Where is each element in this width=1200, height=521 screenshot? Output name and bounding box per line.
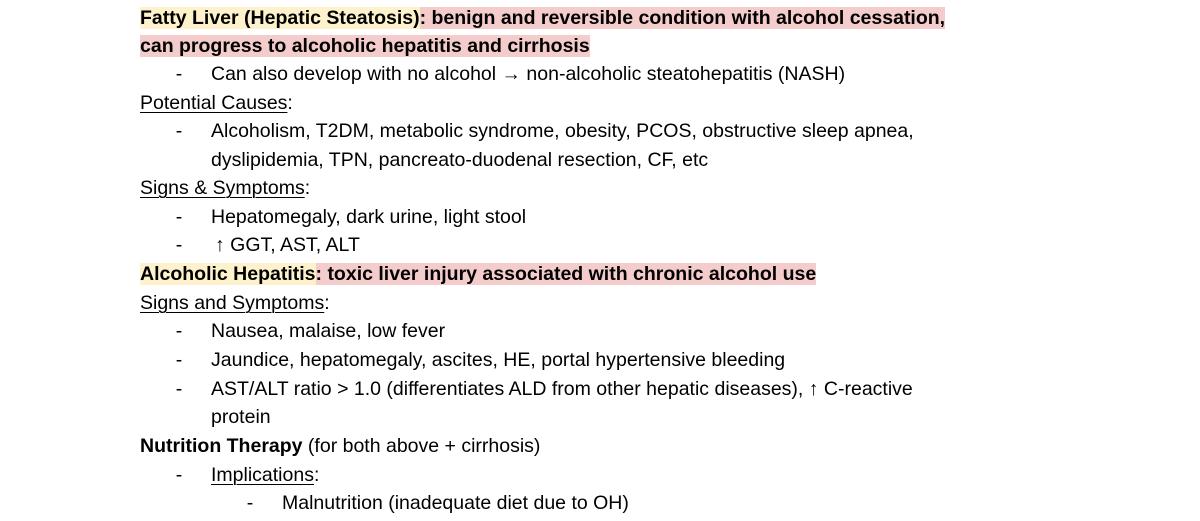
colon: : — [287, 92, 293, 114]
hepatitis-signs-heading — [140, 289, 330, 317]
hepatitis-sign-item: Jaundice, hepatomegaly, ascites, HE, portal hypertensive bleeding — [211, 349, 786, 371]
causes-text-cont: dyslipidemia, TPN, pancreato-duodenal resection, CF, etc — [211, 149, 709, 171]
hepatitis-signs-label: Signs and Symptoms — [140, 292, 325, 314]
colon: : — [313, 464, 320, 486]
hepatitis-sign-item: Nausea, malaise, low fever — [211, 320, 446, 342]
fatty-liver-description-line2: can progress to alcoholic hepatitis and cirrhosis — [140, 35, 590, 57]
nash-note: Can also develop with no alcohol → non-alcoholic steatohepatitis (NASH) — [211, 63, 846, 85]
bullet-dash: - — [175, 234, 183, 256]
bullet-dash: - — [175, 320, 183, 342]
fatty-liver-description: : benign and reversible condition with alcohol cessation, — [419, 7, 946, 29]
bullet-dash: - — [175, 378, 183, 400]
implications-label: Implications — [211, 464, 314, 486]
hepatitis-sign-item-cont: protein — [211, 406, 271, 428]
bullet-dash: - — [246, 492, 254, 514]
fatty-liver-heading — [140, 4, 945, 32]
bullet-dash: - — [175, 206, 183, 228]
nutrition-title: Nutrition Therapy — [140, 435, 303, 457]
colon: : — [304, 177, 311, 199]
fatty-sign-item: Hepatomegaly, dark urine, light stool — [211, 206, 527, 228]
causes-heading — [140, 89, 293, 117]
hepatitis-description: : toxic liver injury associated with chronic alcohol use — [315, 263, 817, 285]
bullet-dash: - — [175, 120, 183, 142]
causes-label: Potential Causes — [140, 92, 288, 114]
nutrition-subtitle: (for both above + cirrhosis) — [302, 435, 541, 457]
nutrition-heading — [140, 432, 540, 460]
fatty-liver-title: Fatty Liver (Hepatic Steatosis) — [140, 7, 420, 29]
hepatitis-title: Alcoholic Hepatitis — [140, 263, 316, 285]
hepatitis-heading — [140, 260, 816, 288]
hepatitis-sign-item: AST/ALT ratio > 1.0 (differentiates ALD from other hepatic diseases), ↑ C-reactive — [211, 378, 913, 400]
implication-item: Malnutrition (inadequate diet due to OH) — [282, 492, 629, 514]
fatty-sign-item: ↑ GGT, AST, ALT — [215, 234, 360, 256]
causes-text: Alcoholism, T2DM, metabolic syndrome, obesity, PCOS, obstructive sleep apnea, — [211, 120, 914, 142]
fatty-signs-label: Signs & Symptoms — [140, 177, 305, 199]
fatty-liver-description-cont — [140, 32, 590, 60]
fatty-signs-heading — [140, 174, 310, 202]
bullet-dash: - — [175, 349, 183, 371]
bullet-dash: - — [175, 464, 183, 486]
colon: : — [324, 292, 330, 314]
bullet-dash: - — [175, 63, 183, 85]
implications-heading — [211, 461, 319, 489]
